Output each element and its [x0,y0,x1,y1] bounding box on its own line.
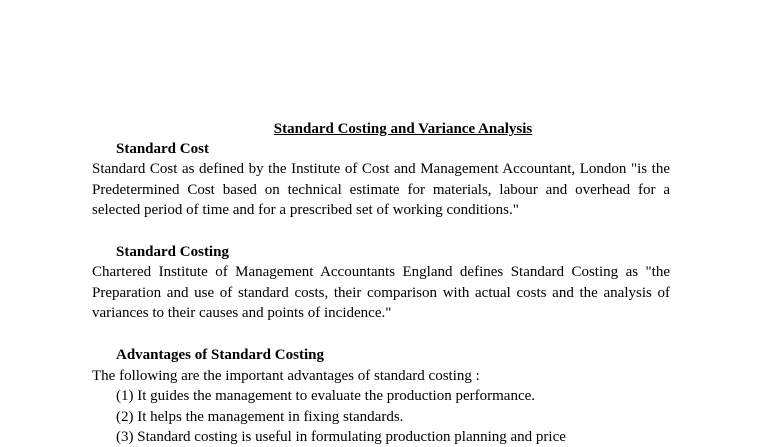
list-item: (2) It helps the management in fixing standards. [116,409,404,425]
section-heading-advantages: Advantages of Standard Costing [116,347,324,363]
section-body-standard-costing: Chartered Institute of Management Accountants England defines Standard Costing as "the Preparation and use of standard costs, their comparison with actual costs and the analysis of variances to their causes and points of incidence." [92,264,670,322]
section-heading-standard-cost: Standard Cost [116,141,209,157]
advantages-intro: The following are the important advantages of standard costing : [92,368,480,384]
list-item: (3) Standard costing is useful in formulating production planning and price [116,429,566,445]
section-body-standard-cost: Standard Cost as defined by the Institute of Cost and Management Accountant, London "is the Predetermined Cost based on technical estimate for materials, labour and overhead for a selected period of time and for a prescribed set of working conditions." [92,161,670,219]
list-item: (1) It guides the management to evaluate the production performance. [116,388,536,404]
section-heading-standard-costing: Standard Costing [116,244,229,260]
document-title: Standard Costing and Variance Analysis [273,121,533,137]
